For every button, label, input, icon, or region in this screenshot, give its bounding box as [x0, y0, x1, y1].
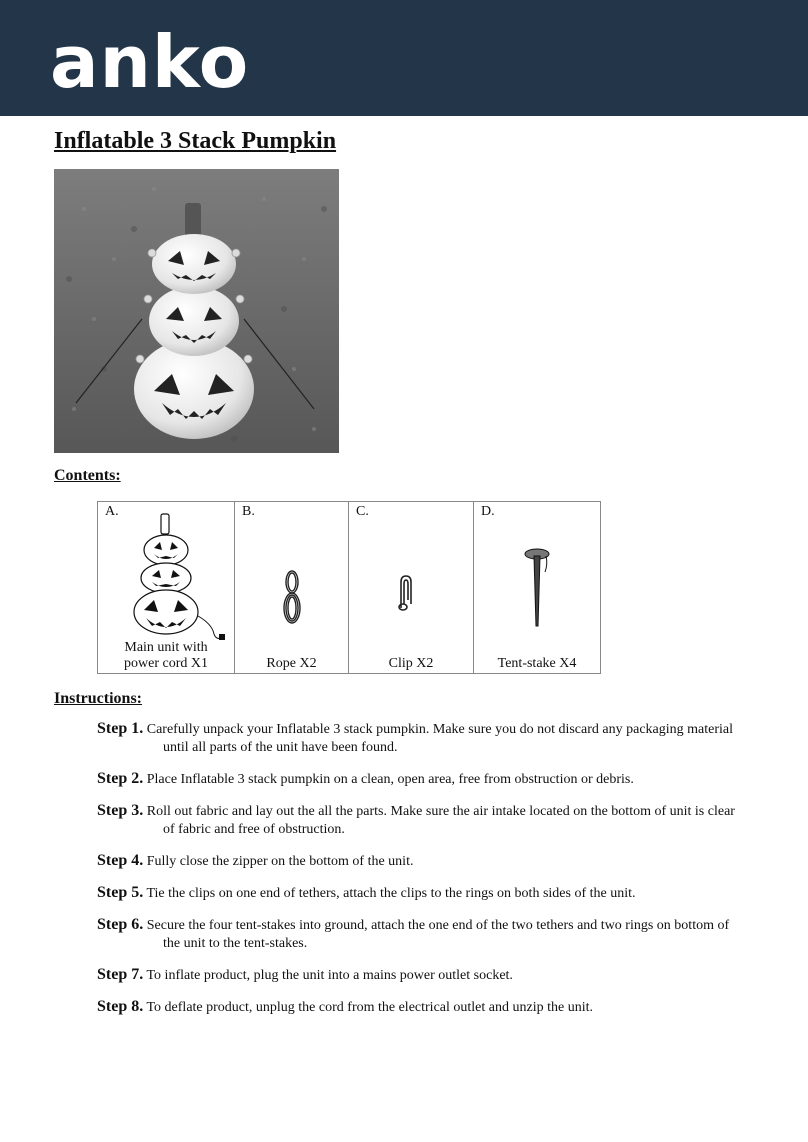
step-label: Step 4.: [97, 852, 144, 869]
contents-item-tent-stake: [474, 502, 601, 674]
item-caption-line1: Main unit with: [124, 640, 208, 655]
tent-stake-icon: [522, 546, 552, 630]
item-letter: D.: [481, 504, 495, 519]
item-caption-line2: power cord X1: [124, 656, 208, 671]
item-letter: A.: [105, 504, 119, 519]
step-1: [97, 720, 737, 757]
step-text: Place Inflatable 3 stack pumpkin on a clean, open area, free from obstruction or debris.: [146, 772, 634, 787]
step-label: Step 8.: [97, 998, 144, 1015]
step-3: [97, 802, 737, 839]
step-text: Carefully unpack your Inflatable 3 stack pumpkin. Make sure you do not discard any packaging material until all parts of the unit have been found.: [146, 722, 733, 755]
contents-item-clip: [349, 502, 474, 674]
instruction-steps: [97, 720, 737, 1030]
product-photo: [54, 169, 339, 453]
step-5: [97, 884, 737, 903]
step-7: [97, 966, 737, 985]
contents-heading: Contents:: [54, 467, 121, 484]
item-letter: B.: [242, 504, 255, 519]
item-caption-line2: Tent-stake X4: [497, 656, 577, 671]
main-unit-icon: [126, 512, 226, 642]
step-label: Step 5.: [97, 884, 144, 901]
instructions-heading: Instructions:: [54, 690, 143, 707]
step-label: Step 1.: [97, 720, 144, 737]
item-letter: C.: [356, 504, 369, 519]
step-text: Fully close the zipper on the bottom of the unit.: [146, 854, 414, 869]
contents-item-rope: [235, 502, 349, 674]
item-caption-line2: Clip X2: [388, 656, 434, 671]
step-label: Step 6.: [97, 916, 144, 933]
rope-icon: [279, 568, 305, 626]
step-label: Step 7.: [97, 966, 144, 983]
contents-table: [97, 501, 601, 674]
clip-icon: [395, 574, 415, 612]
step-text: Tie the clips on one end of tethers, attach the clips to the rings on both sides of the unit.: [146, 886, 636, 901]
step-label: Step 3.: [97, 802, 144, 819]
step-4: [97, 852, 737, 871]
anko-logo: anko: [50, 20, 250, 104]
contents-item-main-unit: [98, 502, 235, 674]
item-caption-line2: Rope X2: [266, 656, 317, 671]
brand-header: [0, 0, 808, 116]
step-2: [97, 770, 737, 789]
step-8: [97, 998, 737, 1017]
step-text: To deflate product, unplug the cord from the electrical outlet and unzip the unit.: [146, 1000, 593, 1015]
step-text: Secure the four tent-stakes into ground, attach the one end of the two tethers and two rings on bottom of the unit to the tent-stakes.: [146, 918, 730, 951]
step-text: Roll out fabric and lay out the all the parts. Make sure the air intake located on the bottom of unit is clear of fabric and free of obstruction.: [146, 804, 735, 837]
step-label: Step 2.: [97, 770, 144, 787]
page-title: Inflatable 3 Stack Pumpkin: [54, 128, 337, 154]
step-6: [97, 916, 737, 953]
step-text: To inflate product, plug the unit into a mains power outlet socket.: [146, 968, 513, 983]
